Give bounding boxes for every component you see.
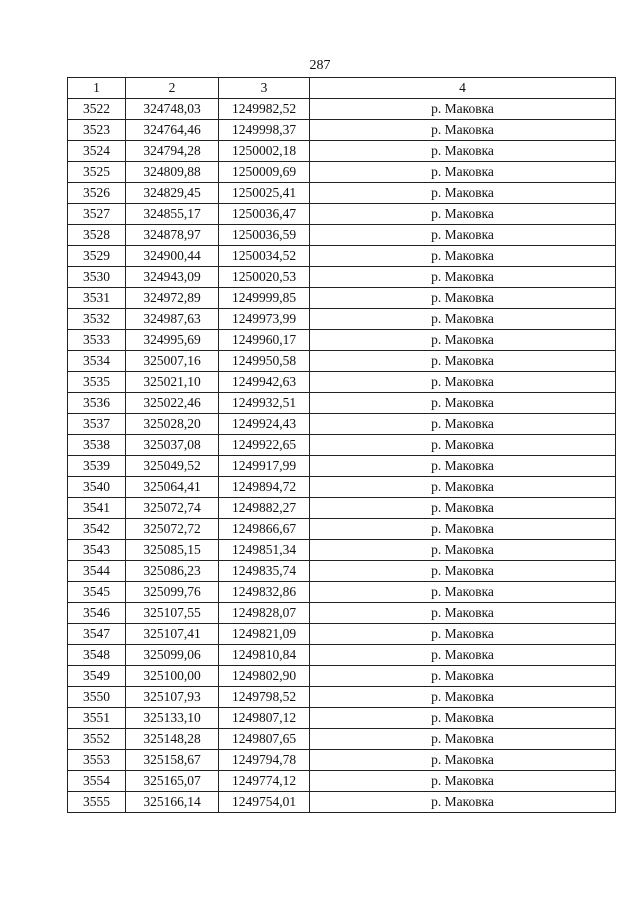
point-number-cell: 3544 (68, 561, 126, 582)
y-coordinate-cell: 1249917,99 (219, 456, 310, 477)
point-number-cell: 3537 (68, 414, 126, 435)
y-coordinate-cell: 1249754,01 (219, 792, 310, 813)
description-cell: р. Маковка (310, 792, 616, 813)
description-cell: р. Маковка (310, 267, 616, 288)
point-number-cell: 3528 (68, 225, 126, 246)
description-cell: р. Маковка (310, 372, 616, 393)
point-number-cell: 3533 (68, 330, 126, 351)
table-row (68, 687, 616, 708)
x-coordinate-cell: 325022,46 (126, 393, 219, 414)
x-coordinate-cell: 324809,88 (126, 162, 219, 183)
x-coordinate-cell: 325007,16 (126, 351, 219, 372)
description-cell: р. Маковка (310, 309, 616, 330)
x-coordinate-cell: 325021,10 (126, 372, 219, 393)
y-coordinate-cell: 1249851,34 (219, 540, 310, 561)
table-row (68, 225, 616, 246)
y-coordinate-cell: 1250009,69 (219, 162, 310, 183)
description-cell: р. Маковка (310, 99, 616, 120)
x-coordinate-cell: 325099,76 (126, 582, 219, 603)
table-row (68, 561, 616, 582)
x-coordinate-cell: 325072,74 (126, 498, 219, 519)
point-number-cell: 3527 (68, 204, 126, 225)
x-coordinate-cell: 324794,28 (126, 141, 219, 162)
point-number-cell: 3548 (68, 645, 126, 666)
y-coordinate-cell: 1250036,59 (219, 225, 310, 246)
x-coordinate-cell: 324748,03 (126, 99, 219, 120)
column-header-x: 2 (126, 78, 219, 99)
table-row (68, 288, 616, 309)
description-cell: р. Маковка (310, 666, 616, 687)
point-number-cell: 3536 (68, 393, 126, 414)
y-coordinate-cell: 1249832,86 (219, 582, 310, 603)
table-row (68, 477, 616, 498)
point-number-cell: 3526 (68, 183, 126, 204)
table-row (68, 183, 616, 204)
description-cell: р. Маковка (310, 120, 616, 141)
y-coordinate-cell: 1249960,17 (219, 330, 310, 351)
description-cell: р. Маковка (310, 750, 616, 771)
table-row (68, 456, 616, 477)
x-coordinate-cell: 325133,10 (126, 708, 219, 729)
y-coordinate-cell: 1250036,47 (219, 204, 310, 225)
column-header-point: 1 (68, 78, 126, 99)
table-row (68, 792, 616, 813)
x-coordinate-cell: 324987,63 (126, 309, 219, 330)
description-cell: р. Маковка (310, 498, 616, 519)
x-coordinate-cell: 325064,41 (126, 477, 219, 498)
description-cell: р. Маковка (310, 645, 616, 666)
y-coordinate-cell: 1250020,53 (219, 267, 310, 288)
description-cell: р. Маковка (310, 771, 616, 792)
description-cell: р. Маковка (310, 519, 616, 540)
y-coordinate-cell: 1249794,78 (219, 750, 310, 771)
description-cell: р. Маковка (310, 225, 616, 246)
point-number-cell: 3523 (68, 120, 126, 141)
x-coordinate-cell: 324972,89 (126, 288, 219, 309)
y-coordinate-cell: 1249982,52 (219, 99, 310, 120)
table-row (68, 750, 616, 771)
table-row (68, 771, 616, 792)
table-row (68, 540, 616, 561)
point-number-cell: 3539 (68, 456, 126, 477)
x-coordinate-cell: 325166,14 (126, 792, 219, 813)
y-coordinate-cell: 1249882,27 (219, 498, 310, 519)
y-coordinate-cell: 1249924,43 (219, 414, 310, 435)
x-coordinate-cell: 324764,46 (126, 120, 219, 141)
table-row (68, 624, 616, 645)
description-cell: р. Маковка (310, 561, 616, 582)
table-row (68, 99, 616, 120)
point-number-cell: 3524 (68, 141, 126, 162)
y-coordinate-cell: 1250025,41 (219, 183, 310, 204)
table-row (68, 330, 616, 351)
x-coordinate-cell: 324855,17 (126, 204, 219, 225)
description-cell: р. Маковка (310, 414, 616, 435)
x-coordinate-cell: 324829,45 (126, 183, 219, 204)
y-coordinate-cell: 1250002,18 (219, 141, 310, 162)
y-coordinate-cell: 1249774,12 (219, 771, 310, 792)
table-row (68, 729, 616, 750)
table-row (68, 414, 616, 435)
table-row (68, 204, 616, 225)
y-coordinate-cell: 1249802,90 (219, 666, 310, 687)
column-header-y: 3 (219, 78, 310, 99)
description-cell: р. Маковка (310, 477, 616, 498)
column-header-description: 4 (310, 78, 616, 99)
description-cell: р. Маковка (310, 351, 616, 372)
x-coordinate-cell: 325049,52 (126, 456, 219, 477)
description-cell: р. Маковка (310, 687, 616, 708)
description-cell: р. Маковка (310, 393, 616, 414)
table-row (68, 309, 616, 330)
x-coordinate-cell: 325100,00 (126, 666, 219, 687)
x-coordinate-cell: 325107,41 (126, 624, 219, 645)
description-cell: р. Маковка (310, 729, 616, 750)
coordinates-table (67, 77, 616, 813)
y-coordinate-cell: 1249798,52 (219, 687, 310, 708)
y-coordinate-cell: 1249999,85 (219, 288, 310, 309)
y-coordinate-cell: 1249942,63 (219, 372, 310, 393)
table-row (68, 267, 616, 288)
y-coordinate-cell: 1249807,65 (219, 729, 310, 750)
description-cell: р. Маковка (310, 246, 616, 267)
table-row (68, 435, 616, 456)
point-number-cell: 3545 (68, 582, 126, 603)
table-row (68, 162, 616, 183)
table-row (68, 582, 616, 603)
table-row (68, 120, 616, 141)
y-coordinate-cell: 1249922,65 (219, 435, 310, 456)
point-number-cell: 3532 (68, 309, 126, 330)
table-row (68, 372, 616, 393)
point-number-cell: 3547 (68, 624, 126, 645)
table-row (68, 141, 616, 162)
x-coordinate-cell: 325099,06 (126, 645, 219, 666)
table-row (68, 708, 616, 729)
x-coordinate-cell: 325072,72 (126, 519, 219, 540)
table-row (68, 666, 616, 687)
point-number-cell: 3534 (68, 351, 126, 372)
point-number-cell: 3529 (68, 246, 126, 267)
table-row (68, 246, 616, 267)
y-coordinate-cell: 1249835,74 (219, 561, 310, 582)
description-cell: р. Маковка (310, 624, 616, 645)
y-coordinate-cell: 1249932,51 (219, 393, 310, 414)
point-number-cell: 3546 (68, 603, 126, 624)
description-cell: р. Маковка (310, 183, 616, 204)
y-coordinate-cell: 1249894,72 (219, 477, 310, 498)
table-row (68, 645, 616, 666)
y-coordinate-cell: 1249810,84 (219, 645, 310, 666)
table-row (68, 519, 616, 540)
table-row (68, 393, 616, 414)
table-row (68, 351, 616, 372)
point-number-cell: 3531 (68, 288, 126, 309)
x-coordinate-cell: 324900,44 (126, 246, 219, 267)
x-coordinate-cell: 325148,28 (126, 729, 219, 750)
x-coordinate-cell: 325165,07 (126, 771, 219, 792)
y-coordinate-cell: 1249973,99 (219, 309, 310, 330)
x-coordinate-cell: 325158,67 (126, 750, 219, 771)
description-cell: р. Маковка (310, 330, 616, 351)
x-coordinate-cell: 325086,23 (126, 561, 219, 582)
point-number-cell: 3541 (68, 498, 126, 519)
description-cell: р. Маковка (310, 603, 616, 624)
description-cell: р. Маковка (310, 162, 616, 183)
y-coordinate-cell: 1249950,58 (219, 351, 310, 372)
description-cell: р. Маковка (310, 435, 616, 456)
x-coordinate-cell: 324995,69 (126, 330, 219, 351)
x-coordinate-cell: 325037,08 (126, 435, 219, 456)
x-coordinate-cell: 324943,09 (126, 267, 219, 288)
y-coordinate-cell: 1249998,37 (219, 120, 310, 141)
point-number-cell: 3550 (68, 687, 126, 708)
point-number-cell: 3553 (68, 750, 126, 771)
x-coordinate-cell: 325107,93 (126, 687, 219, 708)
page-number: 287 (309, 58, 331, 73)
point-number-cell: 3555 (68, 792, 126, 813)
point-number-cell: 3543 (68, 540, 126, 561)
description-cell: р. Маковка (310, 540, 616, 561)
point-number-cell: 3542 (68, 519, 126, 540)
point-number-cell: 3530 (68, 267, 126, 288)
description-cell: р. Маковка (310, 204, 616, 225)
point-number-cell: 3552 (68, 729, 126, 750)
description-cell: р. Маковка (310, 288, 616, 309)
point-number-cell: 3551 (68, 708, 126, 729)
y-coordinate-cell: 1250034,52 (219, 246, 310, 267)
description-cell: р. Маковка (310, 141, 616, 162)
y-coordinate-cell: 1249866,67 (219, 519, 310, 540)
description-cell: р. Маковка (310, 456, 616, 477)
x-coordinate-cell: 324878,97 (126, 225, 219, 246)
point-number-cell: 3525 (68, 162, 126, 183)
y-coordinate-cell: 1249821,09 (219, 624, 310, 645)
point-number-cell: 3540 (68, 477, 126, 498)
y-coordinate-cell: 1249828,07 (219, 603, 310, 624)
y-coordinate-cell: 1249807,12 (219, 708, 310, 729)
x-coordinate-cell: 325028,20 (126, 414, 219, 435)
description-cell: р. Маковка (310, 582, 616, 603)
point-number-cell: 3554 (68, 771, 126, 792)
point-number-cell: 3538 (68, 435, 126, 456)
table-row (68, 603, 616, 624)
x-coordinate-cell: 325085,15 (126, 540, 219, 561)
point-number-cell: 3549 (68, 666, 126, 687)
point-number-cell: 3522 (68, 99, 126, 120)
x-coordinate-cell: 325107,55 (126, 603, 219, 624)
table-header-row (68, 78, 616, 99)
description-cell: р. Маковка (310, 708, 616, 729)
table-row (68, 498, 616, 519)
point-number-cell: 3535 (68, 372, 126, 393)
